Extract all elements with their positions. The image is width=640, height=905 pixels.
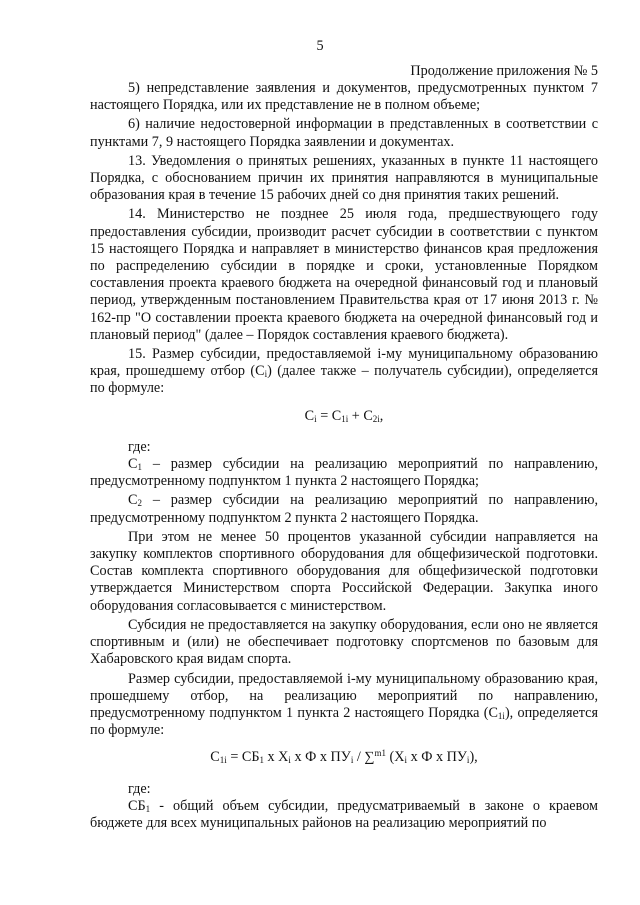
formula-term: x Ф x ПУ	[407, 749, 467, 766]
definition-c2	[90, 492, 598, 526]
definition-subscript: 2	[137, 498, 142, 509]
formula-subscript: 1	[259, 755, 264, 766]
formula-term: + C	[348, 407, 373, 424]
paragraph-subsidy-size-text-b: ), определяется по формуле:	[90, 704, 598, 739]
formula-subscript: 2i	[372, 413, 380, 424]
formula-subscript: i	[350, 755, 354, 766]
paragraph-14: 14. Министерство не позднее 25 июля года, предшествующего году предоставления субсидии, производит расчет субсидии в соответствии с пунктом 15 настоящего Порядка и направляет в министерство финансов края предложения по распределению субсидии в порядке и сроки, установленные Порядком составления проекта краевого бюджета на очередной финансовый год и плановый период, утвержденным постановлением Правительства края от 17 июня 2013 г. № 162-пр "О составлении проекта краевого бюджета на очередной финансовый год и плановый период" (далее – Порядок составления краевого бюджета).	[90, 206, 598, 343]
formula-subscript: i	[288, 755, 291, 766]
definition-subscript: 1	[145, 803, 151, 814]
formula-term: ),	[469, 749, 478, 766]
paragraph-subsidy-size-subscript: 1i	[497, 710, 505, 721]
definition-text: – размер субсидии на реализацию мероприятий по направлению, предусмотренному подпунктом 2 пункта 2 настоящего Порядка.	[90, 492, 598, 526]
formula-superscript: m1	[374, 748, 386, 759]
formula-term: C	[304, 407, 315, 424]
formula-total-subsidy	[90, 408, 598, 425]
paragraph-15-subscript: i	[264, 369, 268, 380]
paragraph-equipment-share: При этом не менее 50 процентов указанной субсидии направляется на закупку комплектов спортивного оборудования для общефизической подготовки. Состав комплекта спортивного оборудования для общефизической подготовки утверждается Министерством спорта Российской Федерации. Закупка иного оборудования согласовывается с министерством.	[90, 528, 598, 614]
formula-term: x Ф x ПУ	[290, 749, 351, 766]
definition-symbol: СБ	[128, 797, 146, 814]
document-body	[90, 80, 598, 834]
paragraph-item-5: 5) непредставление заявления и документов, предусмотренных пунктом 7 настоящего Порядка, или их представление не в полном объеме;	[90, 80, 598, 114]
formula-term: = C	[316, 407, 342, 424]
where-label-2: где:	[128, 780, 151, 797]
formula-term: C	[210, 749, 220, 766]
definition-symbol: C	[128, 456, 138, 473]
definition-sb1	[90, 798, 598, 832]
where-label-1: где:	[128, 438, 151, 455]
formula-subscript: i	[314, 413, 317, 424]
paragraph-item-6: 6) наличие недостоверной информации в представленных в соответствии с пунктами 7, 9 настоящего Порядка заявлении и документах.	[90, 116, 598, 150]
formula-term: (X	[386, 749, 405, 766]
formula-subsidy-c1i	[90, 749, 598, 766]
page-number: 5	[316, 38, 324, 54]
formula-subscript: i	[404, 755, 408, 766]
formula-term: x X	[263, 749, 289, 766]
paragraph-15	[90, 346, 598, 398]
paragraph-subsidy-size	[90, 671, 598, 740]
formula-subscript: 1i	[341, 413, 349, 424]
paragraph-13: 13. Уведомления о принятых решениях, указанных в пункте 11 настоящего Порядка, с обоснованием причин их принятия направляются в муниципальные образования края в течение 15 рабочих дней со дня принятия таких решений.	[90, 152, 598, 204]
continuation-label: Продолжение приложения № 5	[410, 63, 598, 79]
formula-term: = СБ	[226, 749, 260, 766]
definition-text: - общий объем субсидии, предусматриваемый в законе о краевом бюджете для всех муниципальных районов на реализацию мероприятий по	[90, 797, 598, 831]
paragraph-15-text-a: 15. Размер субсидии, предоставляемой i-му муниципальному образованию края, прошедшему отбор (C	[90, 346, 598, 380]
paragraph-subsidy-size-text-a: Размер субсидии, предоставляемой i-му муниципальному образованию края, прошедшему отбор, на реализацию мероприятий по направлению, предусмотренному подпунктом 1 пункта 2 настоящего Порядка (C	[90, 670, 598, 721]
paragraph-subsidy-exclusion: Субсидия не предоставляется на закупку оборудования, если оно не является спортивным и (или) не обеспечивает подготовку спортсменов по базовым для Хабаровского края видам спорта.	[90, 616, 598, 668]
definition-subscript: 1	[137, 462, 142, 473]
formula-subscript: 1i	[219, 755, 227, 766]
formula-subscript: i	[466, 755, 470, 766]
definition-text: – размер субсидии на реализацию мероприятий по направлению, предусмотренному подпунктом 1 пункта 2 настоящего Порядка;	[90, 456, 598, 490]
definition-c1	[90, 456, 598, 490]
formula-term: / ∑	[353, 749, 375, 766]
definition-symbol: C	[128, 492, 138, 509]
paragraph-15-text-b: ) (далее также – получатель субсидии), определяется по формуле:	[90, 363, 598, 397]
formula-term: ,	[379, 407, 384, 424]
